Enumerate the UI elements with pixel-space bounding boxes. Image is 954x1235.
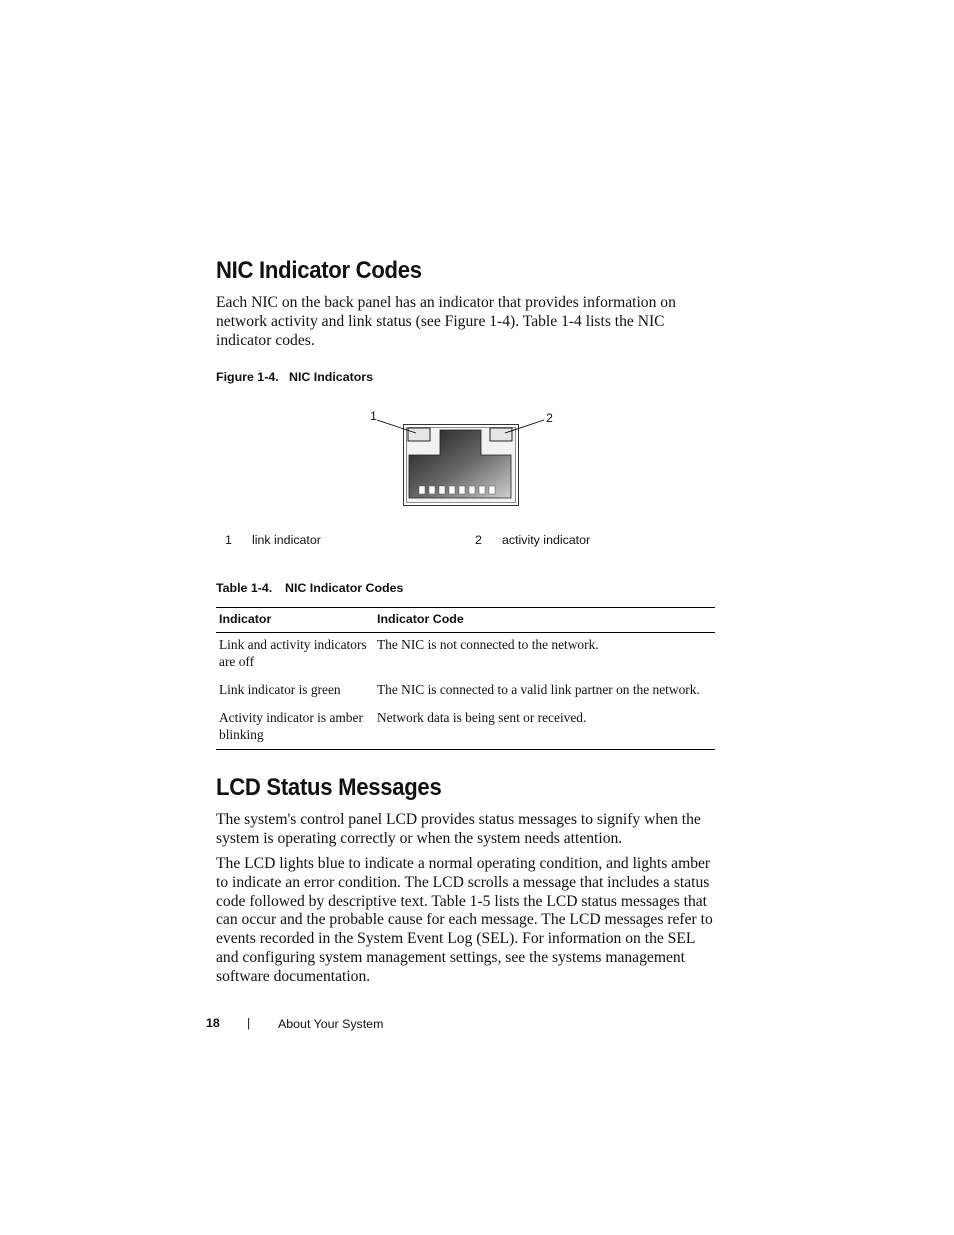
- legend-label-activity-indicator: activity indicator: [502, 533, 591, 547]
- activity-indicator-led: [490, 428, 512, 441]
- column-header-indicator: Indicator: [216, 608, 374, 633]
- table-cell-code: The NIC is connected to a valid link partner on the network.: [377, 682, 700, 697]
- nic-connector-figure: [360, 400, 560, 520]
- table-header-row: [216, 608, 715, 633]
- page-number: 18: [206, 1016, 220, 1030]
- lcd-detail-paragraph: The LCD lights blue to indicate a normal operating condition, and lights amber to indicate an error condition. The LCD scrolls a message that includes a status code followed by descriptive text. Table 1-5 lists the LCD status messages that can occur and the probable cause for each message. The LCD messages refer to events recorded in the System Event Log (SEL). For information on the SEL and configuring system management settings, see the systems management software documentation.: [216, 855, 713, 985]
- section-heading-lcd-status-messages: LCD Status Messages: [216, 774, 442, 801]
- table-row: [216, 633, 715, 679]
- table-cell-code: The NIC is not connected to the network.: [377, 637, 599, 652]
- legend-number-2: 2: [475, 533, 482, 547]
- table-cell-indicator: Link indicator is green: [219, 682, 341, 697]
- table-row: [216, 678, 715, 706]
- legend-label-link-indicator: link indicator: [252, 533, 321, 547]
- callout-2-label: 2: [546, 411, 553, 425]
- table-caption: [216, 581, 403, 595]
- footer-separator: |: [247, 1016, 251, 1030]
- column-header-indicator-code: Indicator Code: [374, 608, 715, 633]
- table-cell-indicator: Link and activity indicators are off: [219, 637, 367, 669]
- nic-indicator-codes-table: [216, 607, 715, 750]
- table-title: NIC Indicator Codes: [285, 581, 404, 595]
- lcd-intro-paragraph: The system's control panel LCD provides status messages to signify when the system is operating correctly or when the system needs attention.: [216, 811, 701, 847]
- legend-number-1: 1: [225, 533, 232, 547]
- footer-chapter-title: About Your System: [278, 1017, 384, 1031]
- link-indicator-led: [408, 428, 430, 441]
- table-number: Table 1-4.: [216, 581, 273, 595]
- table-cell-code: Network data is being sent or received.: [374, 706, 715, 750]
- figure-title: NIC Indicators: [289, 370, 373, 384]
- table-cell-indicator: Activity indicator is amber blinking: [216, 706, 374, 750]
- figure-caption: [216, 370, 373, 384]
- nic-intro-paragraph: Each NIC on the back panel has an indicator that provides information on network activity and link status (see Figure 1-4). Table 1-4 lists the NIC indicator codes.: [216, 294, 676, 349]
- section-heading-nic-indicator-codes: NIC Indicator Codes: [216, 257, 422, 284]
- callout-1-label: 1: [370, 409, 377, 423]
- table-row: [216, 706, 715, 750]
- figure-number: Figure 1-4.: [216, 370, 279, 384]
